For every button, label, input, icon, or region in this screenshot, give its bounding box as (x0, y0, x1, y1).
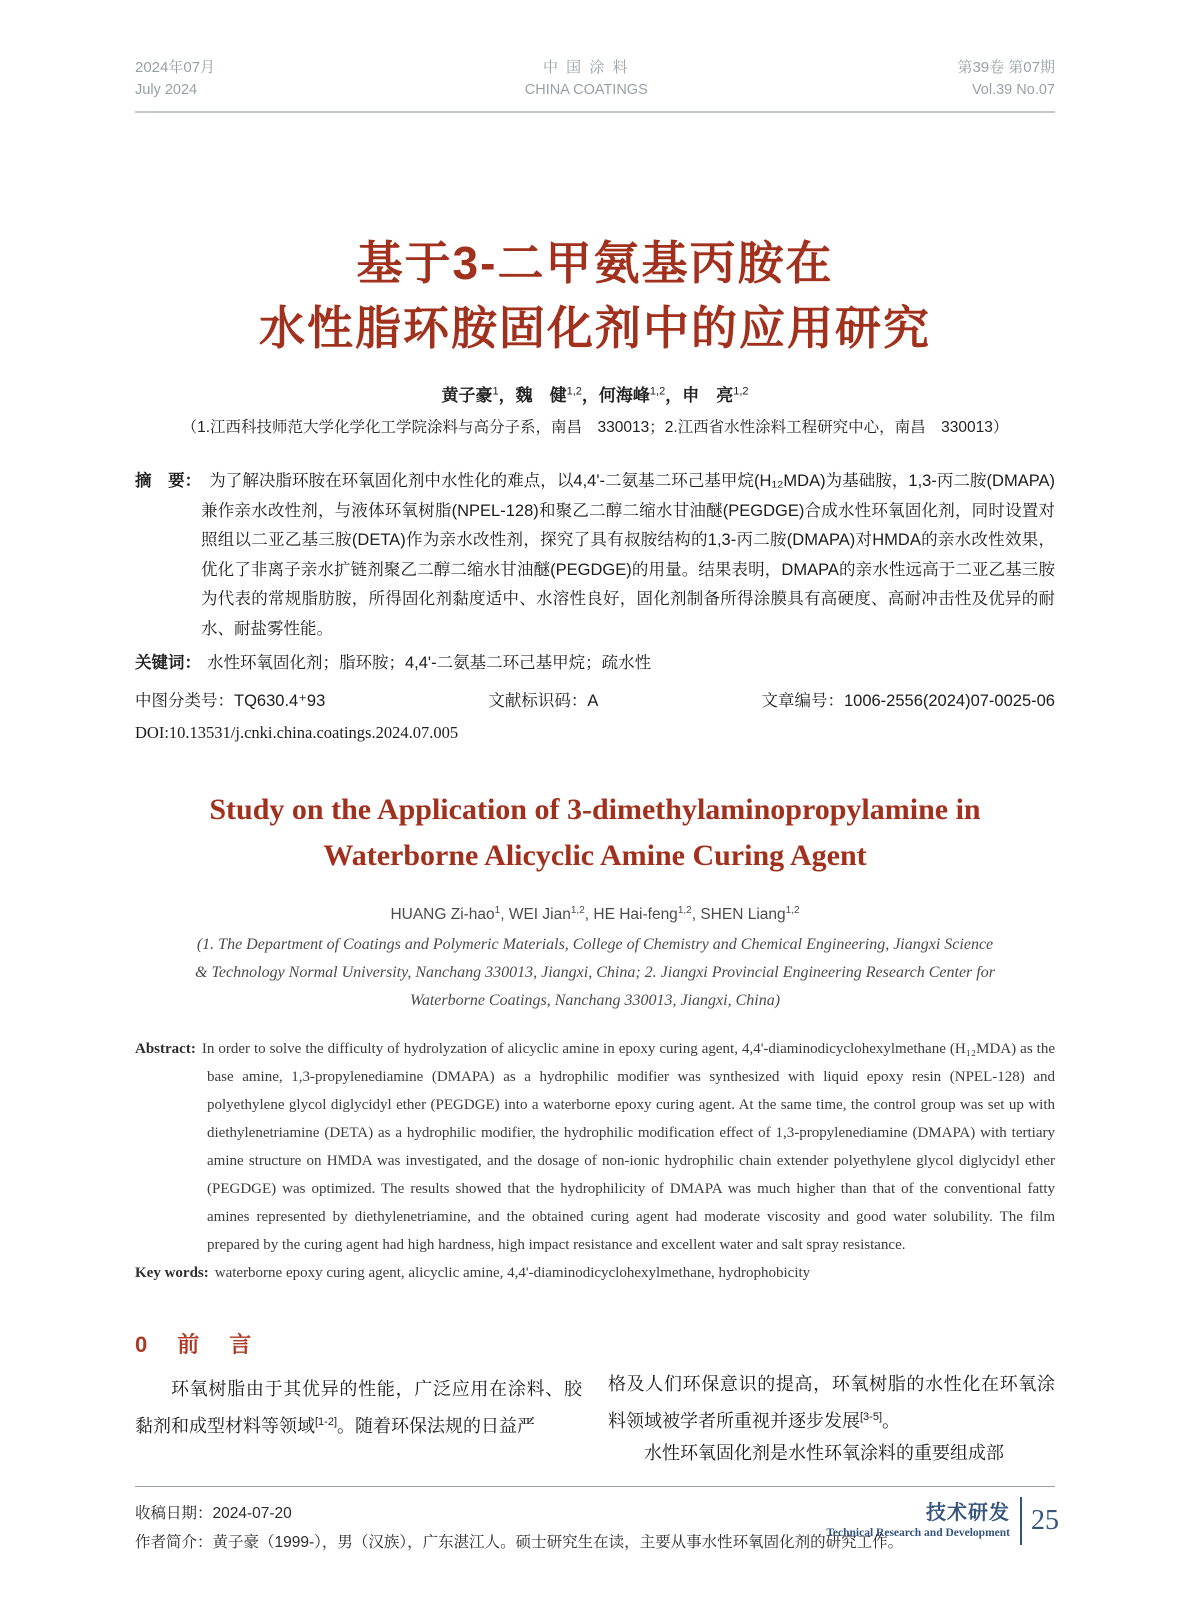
article-title-cn-line2: 水性脂环胺固化剂中的应用研究 (259, 302, 931, 354)
footer-divider (1020, 1497, 1022, 1545)
article-title-cn-line1: 基于3-二甲氨基丙胺在 (356, 237, 834, 289)
affiliation-cn: （1.江西科技师范大学化学化工学院涂料与高分子系，南昌 330013；2.江西省水性涂料工程研究中心，南昌 330013） (181, 419, 1009, 436)
keywords-cn-text: 水性环氧固化剂；脂环胺；4,4'-二氨基二环己基甲烷；疏水性 (207, 654, 652, 672)
page-footer (826, 1497, 1059, 1545)
journal-header (135, 0, 1055, 102)
keywords-en-label: Key words: (135, 1265, 209, 1282)
affiliation-en-line2: & Technology Normal University, Nanchang 330013, Jiangxi, China; 2. Jiangxi Provincial Engineering Research Center for (195, 964, 995, 982)
affiliation-en-line1: (1. The Department of Coatings and Polymeric Materials, College of Chemistry and Chemical Engineering, Jiangxi Science (196, 936, 994, 954)
article-title-en (135, 787, 1055, 879)
section-heading-0: 0 前 言 (135, 1332, 256, 1358)
footnote-rule (135, 1486, 1055, 1487)
article-title-en-line2: Waterborne Alicyclic Amine Curing Agent (323, 839, 867, 872)
keywords-cn-label: 关键词： (135, 654, 201, 672)
doi: DOI:10.13531/j.cnki.china.coatings.2024.07.005 (135, 723, 459, 742)
column-label-cn: 技术研发 (926, 1502, 1010, 1524)
header-issue (957, 56, 1055, 102)
column-label-en: Technical Research and Development (826, 1527, 1010, 1539)
header-date-cn: 2024年07月 (135, 59, 216, 76)
intro-column-left (135, 1328, 582, 1470)
keywords-en-text: waterborne epoxy curing agent, alicyclic amine, 4,4'-diaminodicyclohexylmethane, hydrophobicity (214, 1265, 811, 1282)
journal-name-cn: 中 国 涂 料 (542, 59, 630, 76)
article-id: 文章编号：1006-2556(2024)07-0025-06 (761, 692, 1055, 710)
abstract-en (135, 1035, 1055, 1259)
abstract-en-label: Abstract: (135, 1041, 196, 1058)
intro-column-right (608, 1328, 1055, 1470)
clc-number: 中图分类号：TQ630.4⁺93 (135, 692, 326, 710)
abstract-cn-label: 摘 要： (135, 472, 202, 490)
header-date-en: July 2024 (135, 82, 198, 98)
intro-paragraph-1: 环氧树脂由于其优异的性能，广泛应用在涂料、胶黏剂和成型材料等领域[1-2]。随着环保法规的日益严 (135, 1379, 582, 1436)
affiliation-en (135, 931, 1055, 1015)
document-code: 文献标识码：A (488, 692, 599, 710)
authors-cn: 黄子豪$^1$，魏 健$^{1,2}$，何海峰$^{1,2}$，申 亮$^{1,2}$ (441, 385, 749, 405)
affiliation-en-line3: Waterborne Coatings, Nanchang 330013, Jiangxi, China) (409, 992, 781, 1010)
page-number: 25 (1031, 1505, 1059, 1536)
introduction-section (135, 1328, 1055, 1470)
intro-paragraph-2: 水性环氧固化剂是水性环氧涂料的重要组成部 (644, 1443, 1004, 1464)
header-date (135, 56, 215, 102)
abstract-cn (135, 467, 1055, 644)
author-bio: 作者简介：黄子豪（1999-），男（汉族），广东湛江人。硕士研究生在读，主要从事水性环氧固化剂的研究工作。 (135, 1533, 904, 1551)
journal-name-en: CHINA COATINGS (524, 82, 648, 98)
article-title-en-line1: Study on the Application of 3-dimethylaminopropylamine in (209, 793, 981, 826)
received-date: 收稿日期：2024-07-20 (135, 1504, 292, 1522)
intro-paragraph-1-continued: 格及人们环保意识的提高，环氧树脂的水性化在环氧涂料领域被学者所重视并逐步发展[3-5]。 (608, 1374, 1055, 1431)
header-issue-cn: 第39卷 第07期 (957, 59, 1055, 76)
meta-row (135, 687, 1055, 711)
authors-en: HUANG Zi-hao$^1$, WEI Jian$^{1,2}$, HE Hai-feng$^{1,2}$, SHEN Liang$^{1,2}$ (390, 905, 800, 924)
header-issue-en: Vol.39 No.07 (971, 82, 1055, 98)
keywords-en (135, 1265, 1055, 1282)
header-rule (135, 111, 1055, 113)
header-journal (525, 56, 648, 102)
column-label (826, 1501, 1010, 1541)
abstract-cn-text: 为了解决脂环胺在环氧固化剂中水性化的难点，以4,4'-二氨基二环己基甲烷(H₁₂MDA)为基础胺，1,3-丙二胺(DMAPA)兼作亲水改性剂，与液体环氧树脂(NPEL-128)和聚乙二醇二缩水甘油醚(PEGDGE)合成水性环氧固化剂，同时设置对照组以二亚乙基三胺(DETA)作为亲水改性剂，探究了具有叔胺结构的1,3-丙二胺(DMAPA)对HMDA的亲水改性效果，优化了非离子亲水扩链剂聚乙二醇二缩水甘油醚(PEGDGE)的用量。结果表明，DMAPA的亲水性远高于二亚乙基三胺为代表的常规脂肪胺，所得固化剂黏度适中、水溶性良好，固化剂制备所得涂膜具有高硬度、高耐冲击性及优异的耐水、耐盐雾性能。 (201, 472, 1055, 638)
article-title-cn (135, 231, 1055, 361)
keywords-cn (135, 649, 1055, 673)
abstract-en-text: In order to solve the difficulty of hydrolyzation of alicyclic amine in epoxy curing agent, 4,4'-diaminodicyclohexylmethane (H₁₂MDA) as the base amine, 1,3-propylenediamine (DMAPA) as a hydrophilic modifier was synthesized with liquid epoxy resin (NPEL-128) and polyethylene glycol diglycidyl ether (PEGDGE) into a waterborne epoxy curing agent. At the same time, the control group was set up with diethylenetriamine (DETA) as a hydrophilic modifier, the hydrophilic modification effect of 1,3-propylenediamine (DMAPA) with tertiary amine structure on HMDA was investigated, and the dosage of non-ionic hydrophilic chain extender polyethylene glycol diglycidyl ether (PEGDGE) was optimized. The results showed that the hydrophilicity of DMAPA was much higher than that of the conventional fatty amines represented by diethylenetriamine, and the obtained curing agent had moderate viscosity and good water solubility. The film prepared by the curing agent had high hardness, high impact resistance and excellent water and salt spray resistance. (201, 1041, 1055, 1254)
